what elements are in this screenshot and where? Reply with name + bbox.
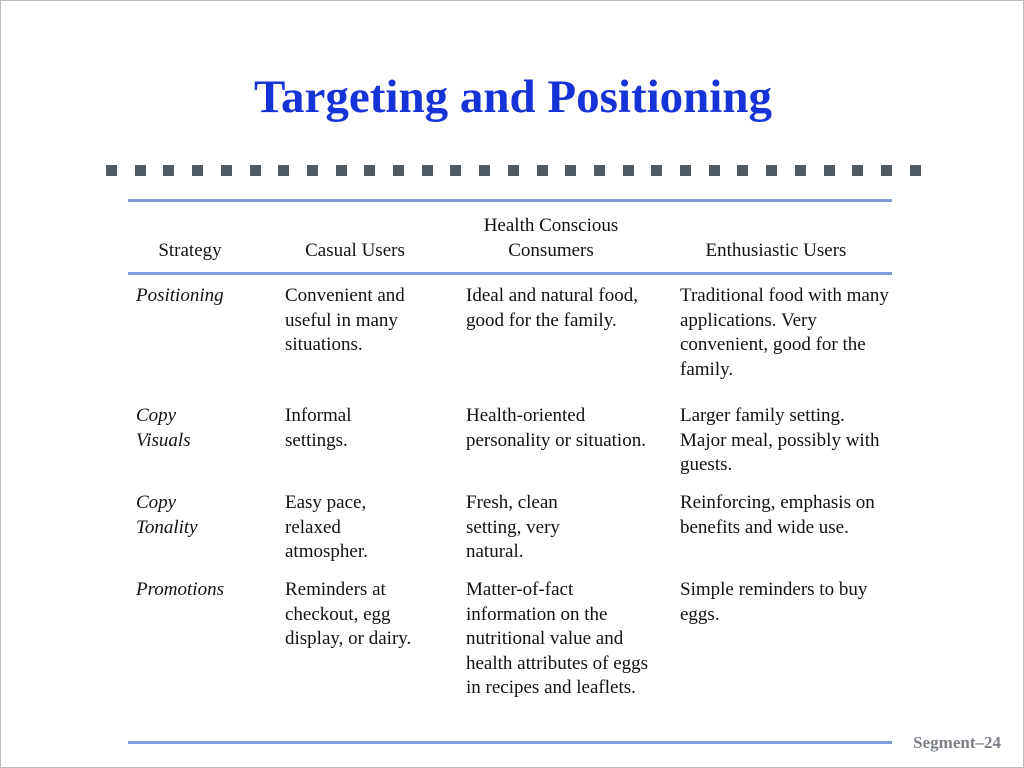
header-casual-users: Casual Users — [305, 239, 405, 261]
row-label-copy-visuals: Copy Visuals — [136, 405, 191, 451]
header-strategy: Strategy — [158, 239, 222, 261]
cell-promotions-casual: Reminders at checkout, egg display, or dairy. — [285, 579, 412, 649]
cell-positioning-casual: Convenient and useful in many situations. — [285, 285, 405, 355]
header-health-conscious: Health Conscious Consumers — [483, 215, 619, 261]
cell-tonality-casual: Easy pace, relaxed atmospher. — [285, 492, 368, 562]
slide-number: Segment–24 — [913, 733, 1001, 752]
cell-positioning-health: Ideal and natural food, good for the family. — [466, 285, 638, 331]
table-bottom-rule — [128, 741, 892, 744]
slide-title: Targeting and Positioning — [254, 71, 772, 123]
row-label-positioning: Positioning — [136, 285, 224, 306]
cell-promotions-health: Matter-of-fact information on the nutritional value and health attributes of eggs in recipes and leaflets. — [466, 579, 649, 698]
cell-promotions-enthusiastic: Simple reminders to buy eggs. — [680, 579, 868, 625]
cell-tonality-health: Fresh, clean setting, very natural. — [466, 492, 560, 562]
cell-visuals-health: Health-oriented personality or situation. — [466, 405, 646, 451]
row-label-copy-tonality: Copy Tonality — [136, 492, 198, 538]
table-header-rule — [128, 272, 892, 275]
cell-positioning-enthusiastic: Traditional food with many applications. Very convenient, good for the family. — [680, 285, 889, 380]
cell-tonality-enthusiastic: Reinforcing, emphasis on benefits and wide use. — [680, 492, 875, 538]
cell-visuals-casual: Informal settings. — [285, 405, 352, 451]
table-top-rule — [128, 199, 892, 202]
header-enthusiastic-users: Enthusiastic Users — [705, 239, 847, 261]
row-label-promotions: Promotions — [136, 579, 224, 600]
dotted-divider — [106, 165, 921, 177]
cell-visuals-enthusiastic: Larger family setting. Major meal, possibly with guests. — [680, 405, 880, 475]
